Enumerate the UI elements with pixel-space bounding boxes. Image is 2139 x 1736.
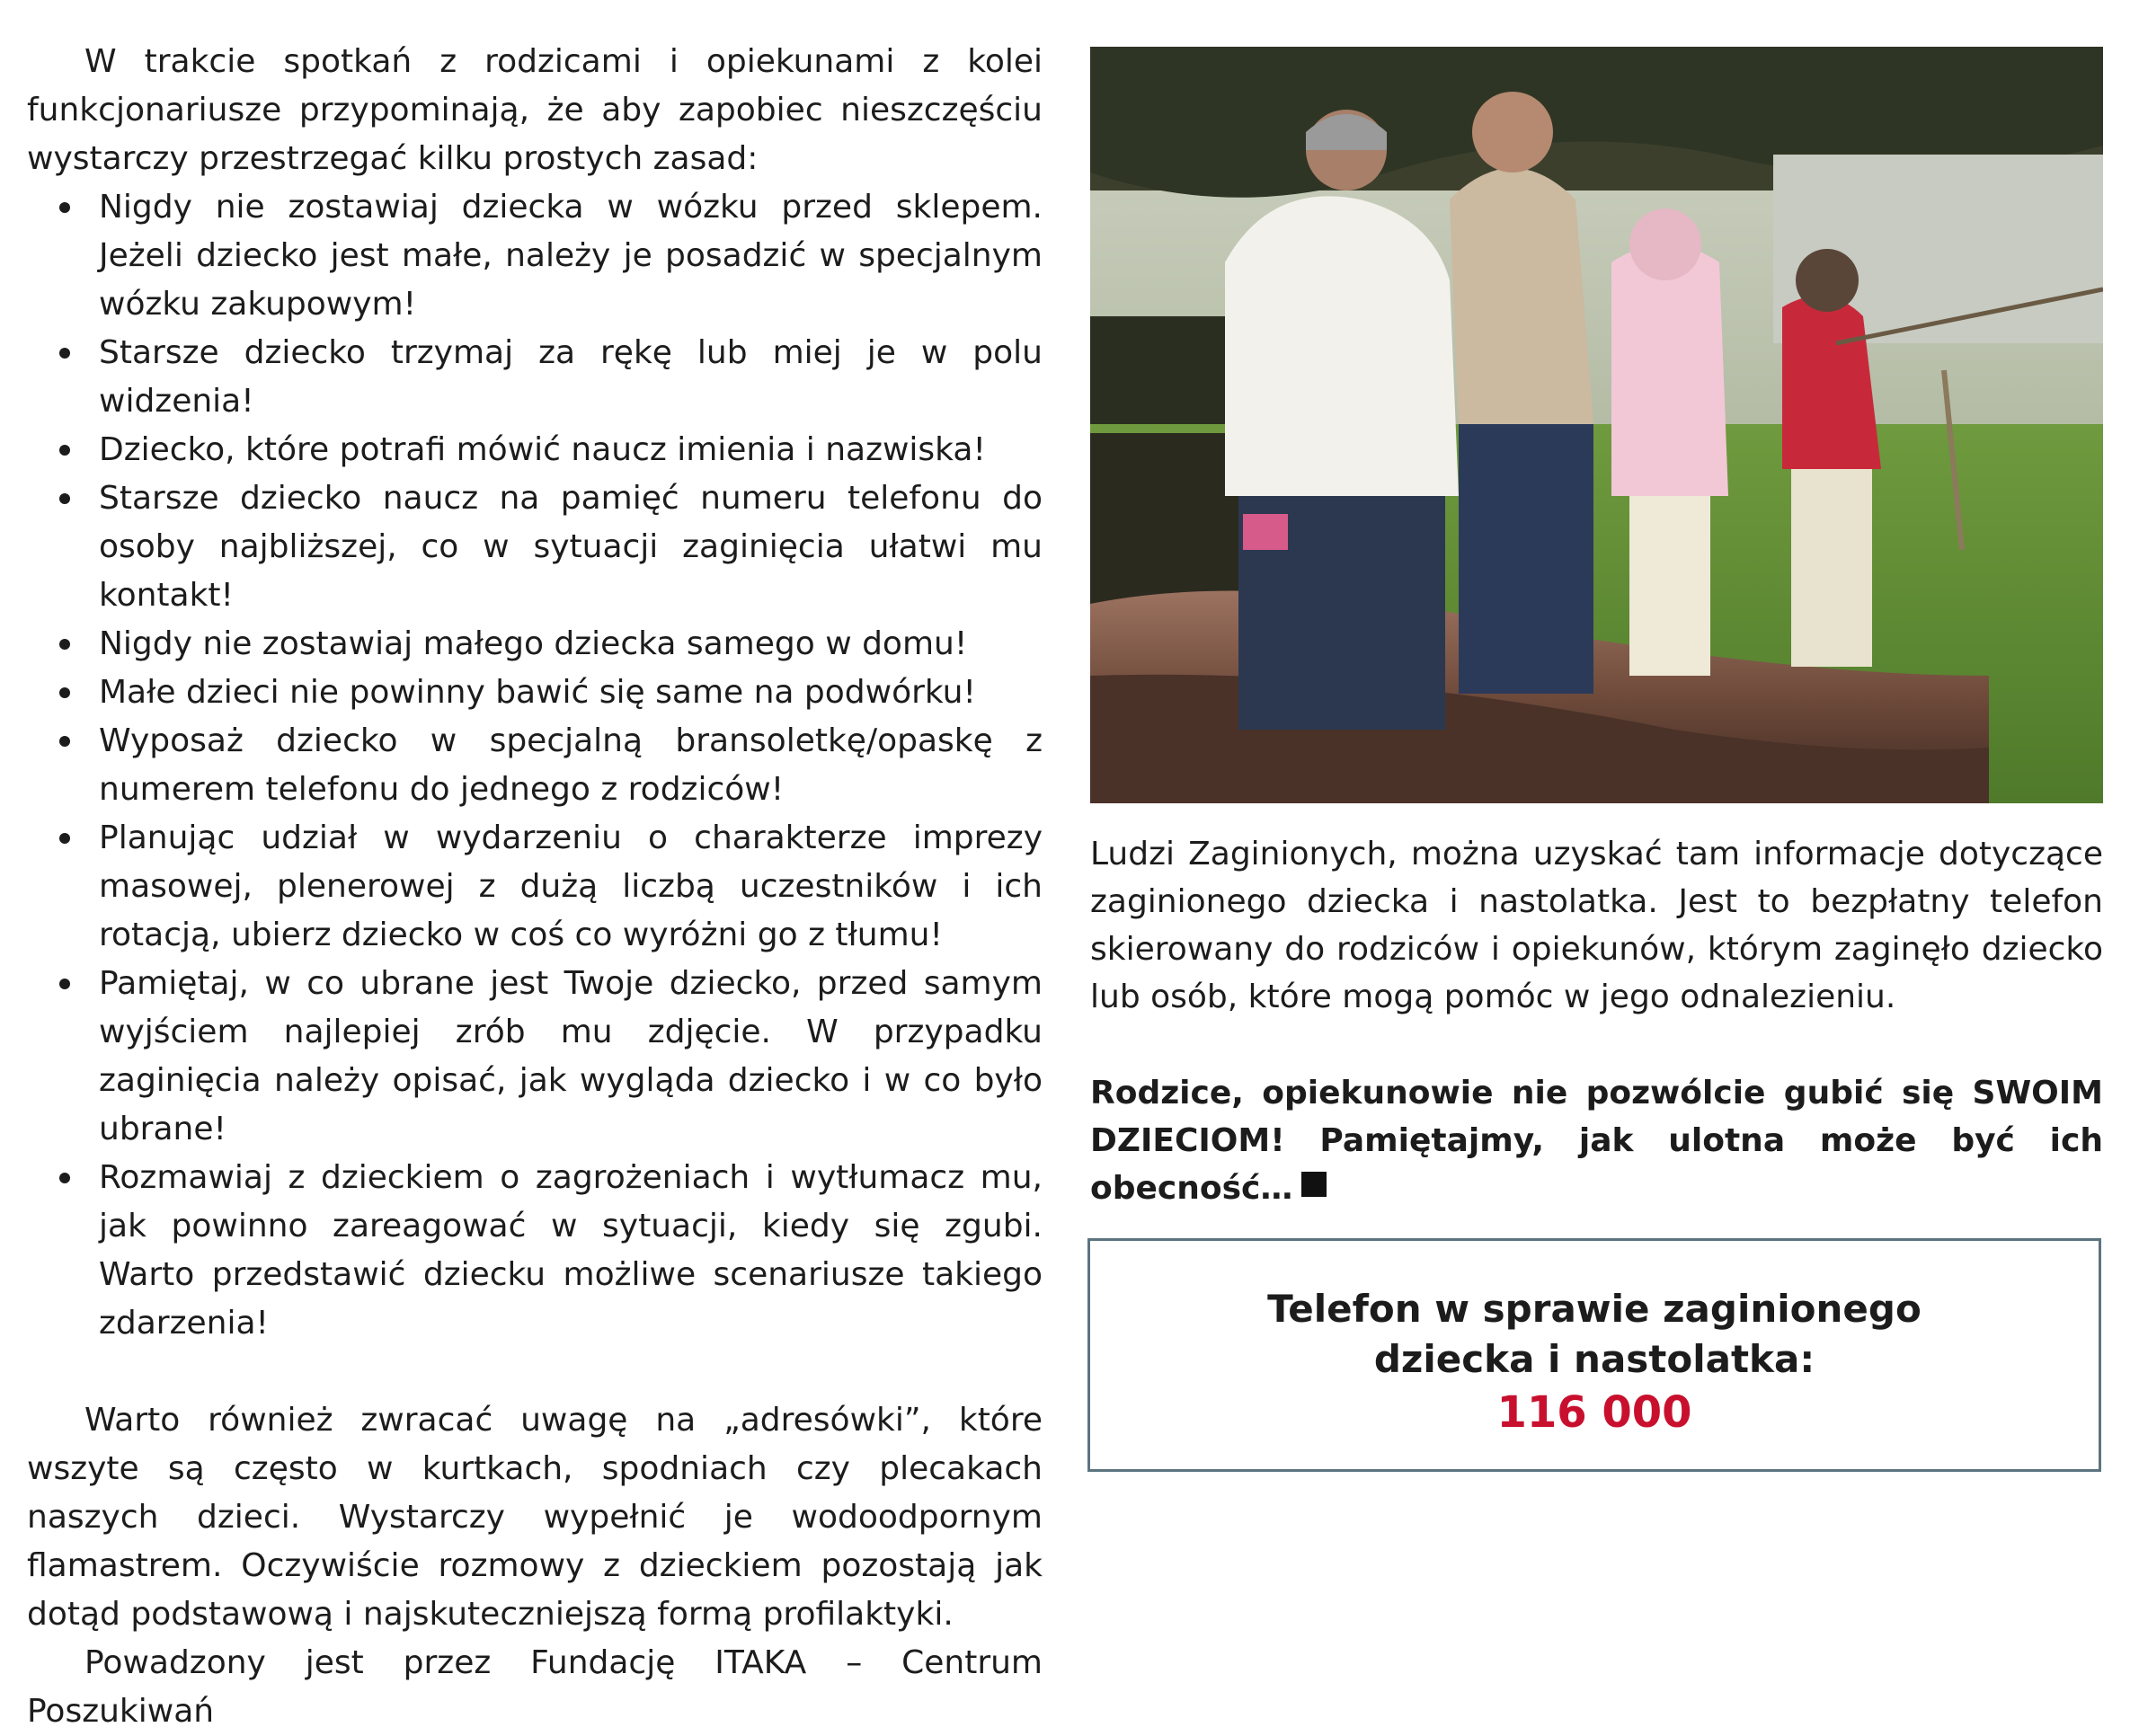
helpline-box: [1087, 1238, 2101, 1472]
left-text-column: [27, 38, 1043, 1736]
helpline-number: 116 000: [1496, 1387, 1692, 1438]
spacer: [27, 1348, 1043, 1396]
intro-paragraph: W trakcie spotkań z rodzicami i opiekunami z kolei funkcjonariusze przypominają, że aby zapobiec nieszczęściu wystarczy przestrzegać kilku prostych zasad:: [27, 43, 1043, 177]
list-item: Nigdy nie zostawiaj dziecka w wózku przed sklepem. Jeżeli dziecko jest małe, należy je posadzić w specjalnym wózku zakupowym!: [27, 183, 1043, 329]
helpline-description: Ludzi Zaginionych, można uzyskać tam informacje dotyczące zaginionego dziecka i nastolatka. Jest to bezpłatny telefon skierowany do rodziców i opiekunów, którym zaginęło dziecko lub osób, które mogą pomóc w jego odnalezieniu.: [1090, 836, 2103, 1015]
list-item: Planując udział w wydarzeniu o charakterze imprezy masowej, plenerowej z dużą liczbą uczestników i ich rotacją, ubierz dziecko w coś co wyróżni go z tłumu!: [27, 814, 1043, 960]
list-item: Rozmawiaj z dzieckiem o zagrożeniach i wytłumacz mu, jak powinno zareagować w sytuacji, kiedy się zgubi. Warto przedstawić dziecku możliwe scenariusze takiego zdarzenia!: [27, 1154, 1043, 1348]
appeal-paragraph: [1090, 1069, 2103, 1212]
right-text-column: [1090, 830, 2103, 1212]
list-item: Dziecko, które potrafi mówić naucz imienia i nazwiska!: [27, 426, 1043, 474]
list-item: Małe dzieci nie powinny bawić się same na podwórku!: [27, 669, 1043, 717]
appeal-text: Rodzice, opiekunowie nie pozwólcie gubić się SWOIM DZIECIOM! Pamiętajmy, jak ulotna może być ich obecność…: [1090, 1075, 2103, 1207]
spacer: [1090, 1021, 2103, 1069]
name-tags-paragraph: Warto również zwracać uwagę na „adresówki”, które wszyte są często w kurtkach, spodniach czy plecakach naszych dzieci. Wystarczy wypełnić je wodoodpornym flamastrem. Oczywiście rozmowy z dzieckiem pozostają jak dotąd podstawową i najskuteczniejszą formą profilaktyki.: [27, 1402, 1043, 1633]
list-item: Starsze dziecko trzymaj za rękę lub miej je w polu widzenia!: [27, 329, 1043, 426]
list-item: Wyposaż dziecko w specjalną bransoletkę/opaskę z numerem telefonu do jednego z rodziców!: [27, 717, 1043, 814]
helpline-title-line-2: dziecka i nastolatka:: [1373, 1337, 1815, 1381]
list-item: Starsze dziecko naucz na pamięć numeru telefonu do osoby najbliższej, co w sytuacji zaginięcia ułatwi mu kontakt!: [27, 474, 1043, 620]
safety-rules-list: [27, 183, 1043, 1348]
foundation-paragraph: Powadzony jest przez Fundację ITAKA – Centrum Poszukiwań: [27, 1644, 1043, 1730]
family-illustration: [1090, 47, 2103, 803]
list-item: Pamiętaj, w co ubrane jest Twoje dziecko, przed samym wyjściem najlepiej zrób mu zdjęcie. W przypadku zaginięcia należy opisać, jak wygląda dziecko i w co było ubrane!: [27, 960, 1043, 1154]
end-of-article-mark: [1301, 1172, 1327, 1197]
helpline-title-line-1: Telefon w sprawie zaginionego: [1267, 1287, 1922, 1331]
list-item: Nigdy nie zostawiaj małego dziecka samego w domu!: [27, 620, 1043, 669]
family-walking-on-log-photo: [1090, 47, 2103, 803]
